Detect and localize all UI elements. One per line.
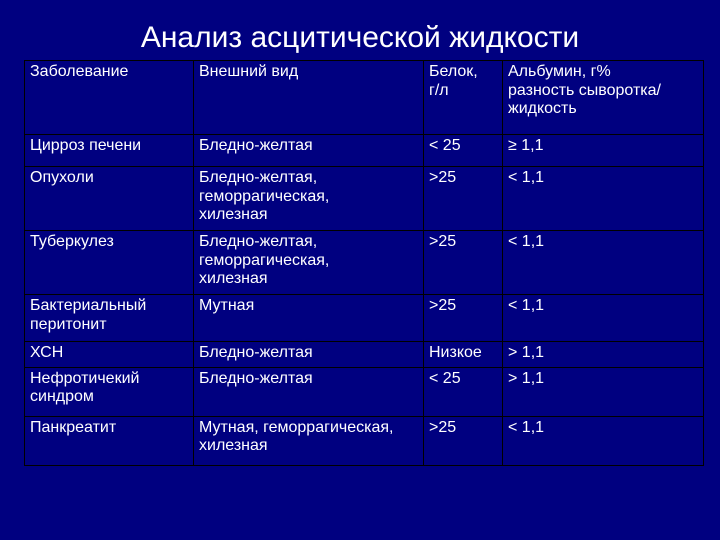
cell-appearance: Мутная, геморрагическая, хилезная (194, 416, 424, 465)
cell-protein: >25 (424, 295, 503, 342)
table-row (25, 295, 704, 342)
cell-albumin-gradient: > 1,1 (503, 367, 704, 416)
cell-albumin-gradient: < 1,1 (503, 231, 704, 295)
header-cell-appearance: Внешний вид (194, 61, 424, 135)
cell-albumin-gradient: > 1,1 (503, 342, 704, 368)
cell-protein: >25 (424, 416, 503, 465)
table-row (25, 416, 704, 465)
cell-disease: Туберкулез (25, 231, 194, 295)
cell-protein: < 25 (424, 135, 503, 167)
cell-disease: ХСН (25, 342, 194, 368)
header-cell-protein: Белок, г/л (424, 61, 503, 135)
cell-protein: >25 (424, 231, 503, 295)
cell-appearance: Бледно-желтая (194, 367, 424, 416)
cell-disease: Опухоли (25, 167, 194, 231)
cell-protein: Низкое (424, 342, 503, 368)
table-row (25, 231, 704, 295)
cell-disease: Бактериальный перитонит (25, 295, 194, 342)
cell-appearance: Мутная (194, 295, 424, 342)
table-header-row (25, 61, 704, 135)
cell-albumin-gradient: < 1,1 (503, 167, 704, 231)
cell-disease: Нефротичекий синдром (25, 367, 194, 416)
table-row (25, 167, 704, 231)
cell-disease: Цирроз печени (25, 135, 194, 167)
table-row (25, 367, 704, 416)
cell-appearance: Бледно-желтая, геморрагическая, хилезная (194, 167, 424, 231)
cell-albumin-gradient: ≥ 1,1 (503, 135, 704, 167)
cell-disease: Панкреатит (25, 416, 194, 465)
cell-appearance: Бледно-желтая, геморрагическая, хилезная (194, 231, 424, 295)
table-row (25, 135, 704, 167)
header-cell-albumin-gradient: Альбумин, г% разность сыворотка/ жидкость (503, 61, 704, 135)
cell-appearance: Бледно-желтая (194, 342, 424, 368)
table-row (25, 342, 704, 368)
cell-protein: < 25 (424, 367, 503, 416)
header-cell-disease: Заболевание (25, 61, 194, 135)
cell-albumin-gradient: < 1,1 (503, 295, 704, 342)
ascitic-fluid-table (24, 60, 704, 466)
cell-protein: >25 (424, 167, 503, 231)
cell-albumin-gradient: < 1,1 (503, 416, 704, 465)
slide-title: Анализ асцитической жидкости (140, 21, 580, 54)
cell-appearance: Бледно-желтая (194, 135, 424, 167)
